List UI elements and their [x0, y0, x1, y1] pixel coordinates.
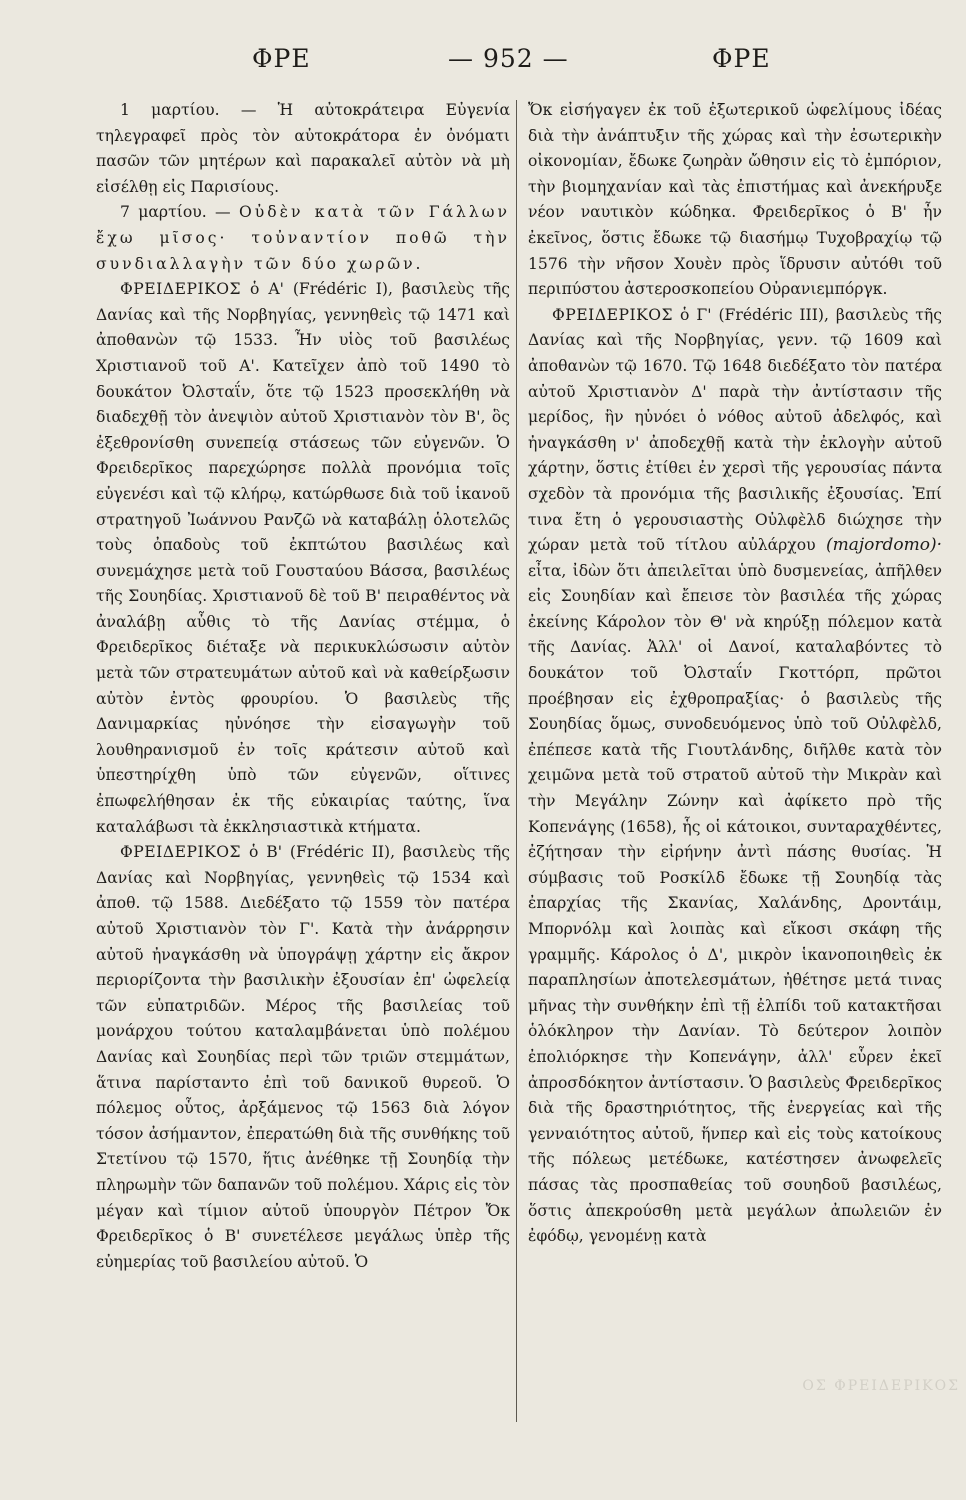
left-column — [96, 98, 510, 1275]
entry-text-continued: εἶτα, ἰδὼν ὅτι ἀπειλεῖται ὑπὸ δυσμενείας, ἀπῆλθεν εἰς Σουηδίαν καὶ ἔπεισε τὸν βασιλέα τῆς χώρας ἐκείνης Κάρολον τὸν Θ' νὰ κηρύξῃ πόλεμον κατὰ τῆς Δανίας. Ἀλλ' οἱ Δανοί, καταλαβόντες τὸ δουκάτον τοῦ Ὀλσταΐν Γκοττόρπ, πρῶτοι προέβησαν εἰς ἐχθροπραξίας· ὁ βασιλεὺς τῆς Σουηδίας ὅμως, συνοδευόμενος ὑπὸ τοῦ Οὐλφὲλδ, ἐπέπεσε κατὰ τῆς Γιουτλάνδης, διῆλθε κατὰ τὸν χειμῶνα μετὰ τοῦ στρατοῦ αὐτοῦ τὴν Μικρὰν καὶ τὴν Μεγάλην Ζώνην καὶ ἀφίκετο πρὸ τῆς Κοπενάγης (1658), ἧς οἱ κάτοικοι, συνταραχθέντες, ἐζήτησαν τὴν εἰρήνην ἀντὶ πάσης θυσίας. Ἡ σύμβασις τοῦ Ροσκίλδ ἔδωκε τῇ Σουηδίᾳ τὰς ἐπαρχίας τῆς Σκανίας, Χαλάνδης, Δροντάιμ, Μπορνόλμ καὶ λοιπὰς καὶ εἴκοσι σκάφη τῆς γραμμῆς. Κάρολος ὁ Δ', μικρὸν ἱκανοποιηθεὶς ἐκ παραπλησίων ἀποτελεσμάτων, ἠθέτησε μετά τινας μῆνας τὴν συνθήκην ἐπὶ τῇ ἐλπίδι τοῦ κατακτῆσαι ὁλόκληρον τὴν Δανίαν. Τὸ δεύτερον λοιπὸν ἐπολιόρκησε τὴν Κοπενάγην, ἀλλ' εὗρεν ἐκεῖ ἀπροσδόκητον ἀντίστασιν. Ὁ βασιλεὺς Φρειδερῖκος διὰ τῆς δραστηριότητος, τῆς ἐνεργείας καὶ τῆς γενναιότητος αὐτοῦ, ἥνπερ καὶ εἰς τοὺς κατοίκους τῆς πόλεως μετέδωκε, κατέστησεν ἀνωφελεῖς πάσας τὰς προσπαθείας τοῦ σουηδοῦ βασιλέως, ὅστις ἀπεκρούσθη μετὰ μεγάλων ἀπωλειῶν ἐν ἐφόδῳ, γενομένῃ κατὰ — [528, 561, 942, 1246]
entry-text: ὁ Α' (Frédéric I), βασιλεὺς τῆς Δανίας καὶ τῆς Νορβηγίας, γεννηθεὶς τῷ 1471 καὶ ἀποθανὼν τῷ 1533. Ἦν υἱὸς τοῦ βασιλέως Χριστιανοῦ τοῦ Α'. Κατεῖχεν ἀπὸ τοῦ 1490 τὸ δουκάτον Ὀλσταΐν, ὅτε τῷ 1523 προσεκλήθη νὰ διαδεχθῇ τὸν ἀνεψιὸν αὐτοῦ Χριστιανὸν τὸν Β', ὃς ἐξεθρονίσθη συνεπείᾳ στάσεως τῶν εὐγενῶν. Ὁ Φρειδερῖκος παρεχώρησε πολλὰ προνόμια τοῖς εὐγενέσι καὶ τῷ κλήρῳ, κατώρθωσε διὰ τοῦ ἱκανοῦ στρατηγοῦ Ἰωάννου Ρανζῶ νὰ καταβάλῃ ὁλοτελῶς τοὺς ὀπαδοὺς τοῦ ἐκπτώτου βασιλέως καὶ συνεμάχησε μετὰ τοῦ Γουσταύου Βάσσα, βασιλέως τῆς Σουηδίας. Χριστιανοῦ δὲ τοῦ Β' πειραθέντος νὰ ἀναλάβῃ αὖθις τὸ τῆς Δανίας στέμμα, ὁ Φρειδερῖκος διέταξε νὰ περικυκλώσωσιν αὐτὸν μετὰ τῶν στρατευμάτων αὐτοῦ καὶ νὰ καθείρξωσιν αὐτὸν ἐντὸς φρουρίου. Ὁ βασιλεὺς τῆς Δανιμαρκίας ηὐνόησε τὴν εἰσαγωγὴν τοῦ λουθηρανισμοῦ ἐν τοῖς κράτεσιν αὐτοῦ καὶ ὑπεστηρίχθη ὑπὸ τῶν εὐγενῶν, οἵτινες ἐπωφελήθησαν ἐκ τῆς εὐκαιρίας ταύτης, ἵνα καταλάβωσι τὰ ἐκκλησιαστικὰ κτήματα. — [96, 280, 510, 836]
paragraph-quote — [96, 200, 510, 277]
show-through-text: ΟΣ ΦΡΕΙΔΕΡΙΚΟΣ — [802, 1378, 960, 1394]
spaced-quote: Οὐδὲν κατὰ τῶν Γάλλων ἔχω μῖσος· τοὐναντίον ποθῶ τὴν συνδιαλλαγὴν τῶν δύο χωρῶν. — [96, 203, 511, 273]
paragraph: 1 μαρτίου. — Ἡ αὐτοκράτειρα Εὐγενία τηλεγραφεῖ πρὸς τὸν αὐτοκράτορα ἐν ὀνόματι πασῶν τῶν μητέρων καὶ παρακαλεῖ αὐτὸν νὰ μὴ εἰσέλθῃ εἰς Παρισίους. — [96, 101, 510, 196]
running-head-left: ΦΡΕ — [252, 44, 311, 73]
page-number: — 952 — — [448, 44, 569, 73]
entry-text: ὁ Γ' (Frédéric III), βασιλεὺς τῆς Δανίας καὶ τῆς Νορβηγίας, γενν. τῷ 1609 καὶ ἀποθανὼν τῷ 1670. Τῷ 1648 διεδέξατο τὸν πατέρα αὐτοῦ Χριστιανὸν Δ' παρὰ τὴν ἀντίστασιν τῆς μερίδος, ἣν ηὐνόει ὁ νόθος αὐτοῦ ἀδελφός, καὶ ἠναγκάσθη ν' ἀποδεχθῇ κατὰ τὴν ἐκλογὴν αὐτοῦ χάρτην, ὅστις ἐτίθει ἐν χερσὶ τῆς γερουσίας πάντα σχεδὸν τὰ προνόμια τῆς βασιλικῆς ἐξουσίας. Ἐπί τινα ἔτη ὁ γερουσιαστὴς Οὐλφὲλδ διώχησε τὴν χώραν μετὰ τοῦ τίτλου αὐλάρχου — [528, 305, 942, 555]
entry-headword: ΦΡΕΙΔΕΡΙΚΟΣ — [120, 280, 242, 299]
entry-frederick-ii — [96, 840, 510, 1275]
entry-text: ὁ Β' (Frédéric II), βασιλεὺς τῆς Δανίας καὶ Νορβηγίας, γεννηθεὶς τῷ 1534 καὶ ἀποθ. τῷ 1588. Διεδέξατο τῷ 1559 τὸν πατέρα αὐτοῦ Χριστιανὸν τὸν Γ'. Κατὰ τὴν ἀνάρρησιν αὐτοῦ ἠναγκάσθη νὰ ὑπογράψῃ χάρτην εἰς ἄκρον περιορίζοντα τὴν βασιλικὴν ἐξουσίαν ἐπ' ὠφελείᾳ τῶν εὐπατριδῶν. Μέρος τῆς βασιλείας τοῦ μονάρχου τούτου καταλαμβάνεται ὑπὸ πολέμου Δανίας καὶ Σουηδίας περὶ τῶν τριῶν στεμμάτων, ἅτινα παρίσταντο ἐπὶ τοῦ δανικοῦ θυρεοῦ. Ὁ πόλεμος οὗτος, ἀρξάμενος τῷ 1563 διὰ λόγον τόσον ἀσήμαντον, ἐπερατώθη διὰ τῆς συνθήκης τοῦ Στετίνου τῷ 1570, ἥτις ἀνέθηκε τῇ Σουηδίᾳ τὴν πληρωμὴν τῶν δαπανῶν τοῦ πολέμου. Χάρις εἰς τὸν μέγαν καὶ τίμιον αὐτοῦ ὑπουργὸν Πέτρον Ὄκ Φρειδερῖκος ὁ Β' συνετέλεσε μεγάλως ὑπὲρ τῆς εὐημερίας τοῦ βασιλείου αὐτοῦ. Ὁ — [96, 843, 510, 1271]
entry-frederick-i — [96, 277, 510, 840]
column-divider — [516, 100, 517, 1422]
running-head-right: ΦΡΕ — [712, 44, 771, 73]
paragraph-continued: Ὄκ εἰσήγαγεν ἐκ τοῦ ἐξωτερικοῦ ὠφελίμους ἰδέας διὰ τὴν ἀνάπτυξιν τῆς χώρας καὶ τὴν ἐσωτερικὴν οἰκονομίαν, ἔδωκε ζωηρὰν ὤθησιν εἰς τὸ ἐμπόριον, τὴν βιομηχανίαν καὶ τὰς ἐπιστήμας καὶ ἀνεκήρυξε νέον ναυτικὸν κώδηκα. Φρειδερῖκος ὁ Β' ἦν ἐκεῖνος, ὅστις ἔδωκε τῷ διασήμῳ Τυχοβραχίῳ τῷ 1576 τὴν νῆσον Χουὲν πρὸς ἵδρυσιν αὐτόθι τοῦ περιπύστου ἀστεροσκοπείου Οὐρανιεμπόργκ. — [528, 101, 942, 299]
entry-headword: ΦΡΕΙΔΕΡΙΚΟΣ — [552, 305, 674, 324]
entry-frederick-iii — [528, 303, 942, 1250]
quote-date: 7 μαρτίου. — — [120, 203, 231, 222]
entry-headword: ΦΡΕΙΔΕΡΙΚΟΣ — [120, 843, 242, 862]
italic-term: (majordomo)· — [825, 535, 943, 556]
right-column — [528, 98, 942, 1250]
